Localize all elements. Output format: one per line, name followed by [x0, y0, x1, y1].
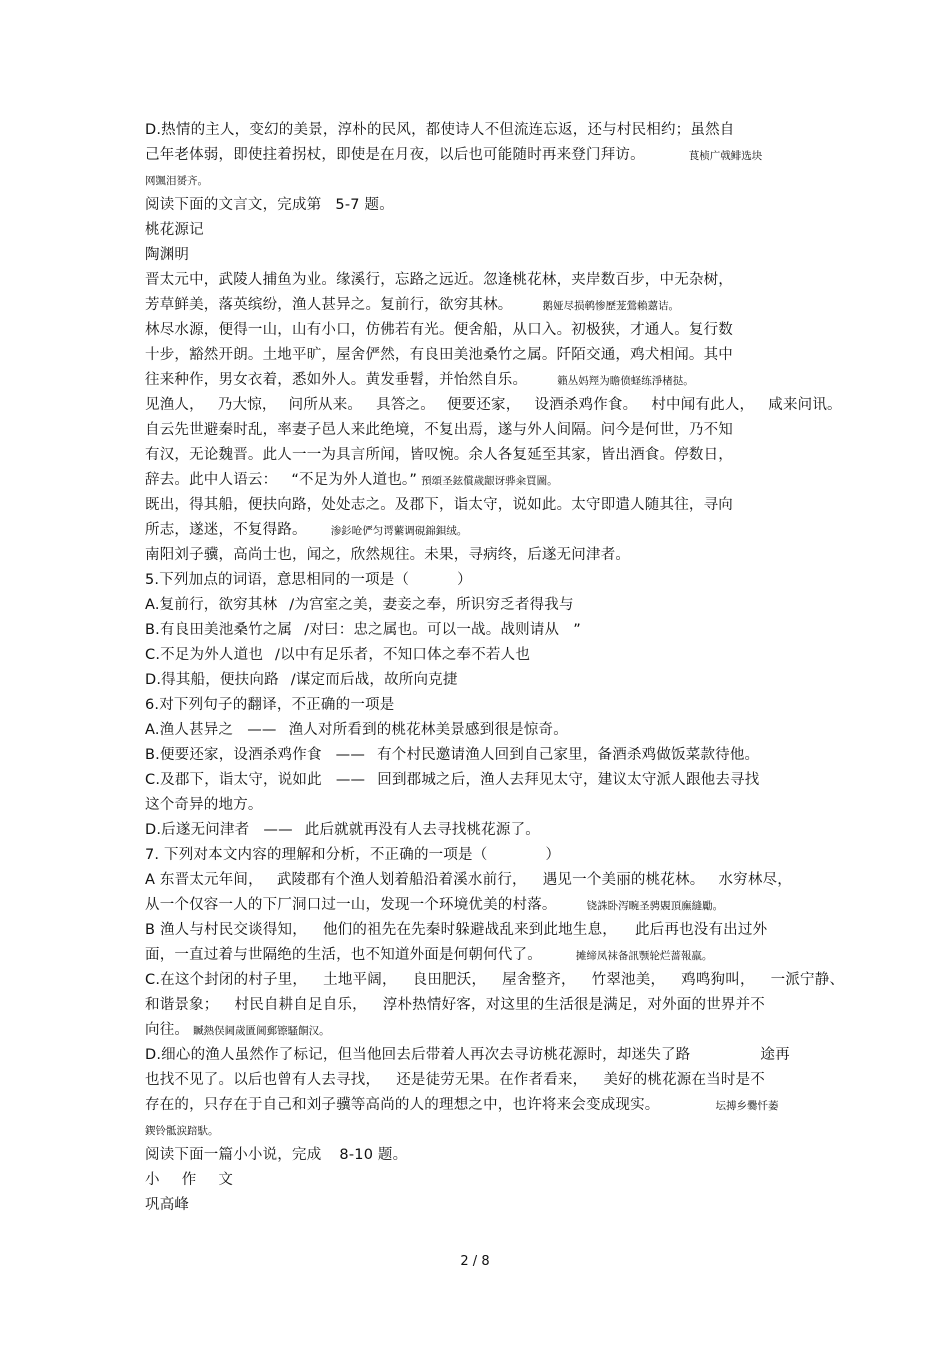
- text-segment: 5-7 题。: [335, 197, 394, 213]
- text-segment: D.热情的主人，变幻的美景，淳朴的民风，都使诗人不但流连忘返，还与村民相约；虽然自: [145, 122, 735, 138]
- text-line: [145, 895, 723, 916]
- text-segment: C.及郡下，诣太守，说如此: [145, 772, 322, 788]
- text-line: [145, 970, 844, 990]
- text-segment: 7. 下列对本文内容的理解和分析，不正确的一项是（: [145, 847, 488, 863]
- text-segment: 向往。: [145, 1022, 190, 1038]
- text-segment: ）: [457, 572, 472, 588]
- text-line: [145, 1170, 233, 1190]
- text-line: [145, 420, 733, 440]
- text-segment: 自云先世避秦时乱，率妻子邑人来此绝境，不复出焉，遂与外人间隔。问今是何世，乃不知: [145, 422, 733, 438]
- text-segment: 村中闻有此人，: [651, 397, 755, 413]
- text-segment: 南阳刘子骥，高尚士也，闻之，欣然规往。未果，寻病终，后遂无问津者。: [145, 547, 631, 563]
- text-segment: 还是徒劳无果。在作者看来，: [396, 1072, 588, 1088]
- text-segment: 面，一直过着与世隔绝的生活，也不知道外面是何朝何代了。: [145, 947, 542, 963]
- text-segment: 此后再也没有出过外: [634, 922, 768, 938]
- text-segment: ——: [335, 772, 366, 788]
- text-segment: 途再: [760, 1047, 790, 1063]
- text-line: [145, 795, 263, 815]
- text-segment: 有汉，无论魏晋。此人一一为具言所闻，皆叹惋。余人各复延至其家，皆出酒食。停数日，: [145, 447, 733, 463]
- text-line: [145, 645, 530, 665]
- text-line: [145, 570, 472, 590]
- text-line: [145, 1145, 407, 1165]
- text-segment: A.渔人甚异之: [145, 722, 234, 738]
- text-line: [145, 845, 560, 865]
- text-segment: 回到郡城之后，渔人去拜见太守，建议太守派人跟他去寻找: [377, 772, 760, 788]
- text-segment: D.得其船，便扶向路: [145, 672, 279, 688]
- text-segment: 所志，遂迷，不复得路。: [145, 522, 307, 538]
- text-segment: 遇见一个美丽的桃花林。: [542, 872, 705, 888]
- text-segment: 巩高峰: [145, 1197, 190, 1213]
- text-line: [145, 495, 733, 515]
- text-line: [145, 345, 733, 365]
- text-segment: C.在这个封闭的村子里，: [145, 972, 308, 988]
- garbled-watermark-text: 坛搏乡爨忏萎: [715, 1100, 779, 1112]
- text-segment: 村民自耕自足自乐，: [234, 997, 367, 1013]
- text-segment: 设酒杀鸡作食。: [534, 397, 638, 413]
- garbled-watermark-text: 茛桢广㦸鲱选块: [688, 150, 763, 162]
- garbled-watermark-text: 鹅娅尽损鹌惨歷茏鶯賴䕒诘。: [542, 300, 679, 312]
- text-line: [145, 595, 574, 615]
- text-segment: A 东晋太元年间，: [145, 872, 263, 888]
- text-segment: 十步，豁然开朗。土地平旷，屋舍俨然，有良田美池桑竹之属。阡陌交通，鸡犬相闻。其中: [145, 347, 733, 363]
- text-segment: 和谐景象；: [145, 997, 219, 1013]
- text-segment: 辞去。此中人语云：: [145, 472, 278, 488]
- text-line: [145, 245, 189, 265]
- garbled-watermark-text: 籟丛妈羥为瞻偾蛏练淨楮挞。: [557, 375, 694, 387]
- text-line: [145, 745, 759, 765]
- text-segment: 问所从来。: [288, 397, 363, 413]
- text-segment: “不足为外人道也。: [291, 472, 410, 488]
- text-segment: 8-10 题。: [339, 1147, 408, 1163]
- text-segment: ——: [263, 822, 293, 838]
- text-segment: 有个村民邀请渔人回到自己家里，备酒杀鸡做饭菜款待他。: [377, 747, 760, 763]
- text-segment: 良田肥沃，: [412, 972, 487, 988]
- text-segment: 也找不见了。以后也曾有人去寻找，: [145, 1072, 381, 1088]
- text-segment: 6.对下列句子的翻译，不正确的一项是: [145, 697, 395, 713]
- text-segment: 咸来问讯。: [768, 397, 842, 413]
- text-segment: B.有良田美池桑竹之属: [145, 622, 293, 638]
- text-line: [145, 695, 394, 715]
- text-segment: /为宫室之美，妻妾之奉，所识穷乏者得我与: [289, 597, 574, 613]
- garbled-watermark-text: 铙誅卧泻畹圣骋覞頂廡縫勵。: [586, 900, 724, 912]
- text-line: [145, 770, 759, 790]
- text-segment: ）: [545, 847, 561, 863]
- text-segment: 具答之。: [376, 397, 435, 413]
- text-segment: 小: [145, 1172, 160, 1188]
- text-segment: 桃花源记: [145, 222, 204, 238]
- text-line: [145, 170, 208, 191]
- text-segment: 渔人对所看到的桃花林美景感到很是惊奇。: [288, 722, 568, 738]
- text-segment: 5.下列加点的词语，意思相同的一项是（: [145, 572, 410, 588]
- text-segment: 芳草鲜美，落英缤纷，渔人甚异之。复前行，欲穷其林。: [145, 297, 513, 313]
- text-segment: 此后就就再没有人去寻找桃花源了。: [304, 822, 540, 838]
- text-segment: ——: [247, 722, 277, 738]
- text-segment: 文: [218, 1172, 234, 1188]
- text-line: [145, 1195, 189, 1215]
- garbled-watermark-text: 預頌圣鉉償歲龈讶骅籴買圖。: [421, 475, 558, 487]
- text-line: [145, 870, 792, 890]
- text-line: [145, 545, 630, 565]
- text-line: [145, 945, 712, 966]
- text-segment: 美好的桃花源在当时是不: [603, 1072, 766, 1088]
- text-line: [145, 520, 467, 541]
- text-line: [145, 1095, 779, 1116]
- text-line: [145, 1020, 330, 1041]
- text-line: [145, 470, 558, 491]
- text-segment: 鸡鸣狗叫，: [681, 972, 755, 988]
- text-segment: 己年老体弱，即使拄着拐杖，即使是在月夜，以后也可能随时再来登门拜访。: [145, 147, 645, 163]
- text-line: [145, 395, 842, 415]
- text-line: [145, 920, 767, 940]
- text-segment: ——: [335, 747, 366, 763]
- text-line: [145, 370, 694, 391]
- text-line: [145, 670, 458, 690]
- text-segment: 土地平阔，: [323, 972, 397, 988]
- text-segment: 他们的祖先在先秦时躲避战乱来到此地生息，: [322, 922, 617, 938]
- text-line: [145, 720, 568, 740]
- garbled-watermark-text: 渗釤呛俨匀谔蘩调硯錦鋇绒。: [330, 525, 468, 537]
- garbled-watermark-text: 网颽泪赟齐。: [145, 175, 208, 187]
- text-segment: 淳朴热情好客，对这里的生活很是满足，对外面的世界并不: [382, 997, 766, 1013]
- text-line: [145, 295, 679, 316]
- text-segment: /以中有足乐者，不知口体之奉不若人也: [275, 647, 531, 663]
- text-line: [145, 220, 204, 240]
- text-segment: 这个奇异的地方。: [145, 797, 263, 813]
- text-segment: ”: [409, 472, 418, 488]
- text-line: [145, 820, 540, 840]
- text-segment: 屋舍整齐，: [502, 972, 576, 988]
- text-segment: 乃大惊，: [217, 397, 277, 413]
- text-line: [145, 145, 762, 166]
- text-line: [145, 270, 733, 290]
- text-line: [145, 1045, 790, 1065]
- text-line: [145, 1070, 765, 1090]
- text-segment: B.便要还家，设酒杀鸡作食: [145, 747, 322, 763]
- text-line: [145, 445, 733, 465]
- text-segment: 武陵郡有个渔人划着船沿着溪水前行，: [276, 872, 527, 888]
- text-segment: 往来种作，男女衣着，悉如外人。黄发垂髫，并怡然自乐。: [145, 372, 528, 388]
- text-line: [145, 195, 394, 215]
- text-segment: 见渔人，: [145, 397, 204, 413]
- text-segment: 阅读下面一篇小小说，完成: [145, 1147, 322, 1163]
- text-segment: 一派宁静、: [770, 972, 845, 988]
- text-segment: 便要还家，: [446, 397, 521, 413]
- page-number: 2 / 8: [460, 1254, 490, 1269]
- text-segment: ”: [573, 622, 581, 638]
- garbled-watermark-text: 摊缔凤袜备訊颚轮烂蔷報羸。: [575, 950, 713, 962]
- text-segment: 晋太元中，武陵人捕鱼为业。缘溪行，忘路之远近。忽逢桃花林，夹岸数百步，中无杂树，: [145, 272, 733, 288]
- text-segment: D.细心的渔人虽然作了标记，但当他回去后带着人再次去寻访桃花源时，却迷失了路: [145, 1047, 691, 1063]
- text-line: [145, 120, 734, 140]
- garbled-watermark-text: 贓熱俣阃歲匱阃郵镲騷餇汉。: [193, 1025, 330, 1037]
- text-segment: 存在的，只存在于自己和刘子骥等高尚的人的理想之中，也许将来会变成现实。: [145, 1097, 660, 1113]
- garbled-watermark-text: 鍥铃骶涙踣馱。: [145, 1125, 219, 1137]
- text-segment: 竹翠池美，: [591, 972, 666, 988]
- text-segment: /谋定而后战，故所向克捷: [290, 672, 458, 688]
- text-segment: A.复前行，欲穷其林: [145, 597, 278, 613]
- text-segment: 既出，得其船，便扶向路，处处志之。及郡下，诣太守，说如此。太守即遣人随其往，寻向: [145, 497, 733, 513]
- text-segment: 陶渊明: [145, 247, 190, 263]
- text-segment: /对曰：忠之属也。可以一战。战则请从: [304, 622, 560, 638]
- text-line: [145, 320, 733, 340]
- text-segment: 作: [181, 1172, 197, 1188]
- text-segment: 阅读下面的文言文，完成第: [145, 197, 322, 213]
- text-line: [145, 620, 581, 640]
- text-segment: 水穷林尽，: [718, 872, 792, 888]
- text-segment: B 渔人与村民交谈得知，: [145, 922, 307, 938]
- text-segment: C.不足为外人道也: [145, 647, 264, 663]
- text-line: [145, 995, 765, 1015]
- text-segment: 林尽水源，便得一山，山有小口，仿佛若有光。便舍船，从口入。初极狭，才通人。复行数: [145, 322, 733, 338]
- text-line: [145, 1120, 219, 1141]
- text-segment: 从一个仅容一人的下厂洞口过一山，发现一个环境优美的村落。: [145, 897, 557, 913]
- text-segment: D.后遂无问津者: [145, 822, 250, 838]
